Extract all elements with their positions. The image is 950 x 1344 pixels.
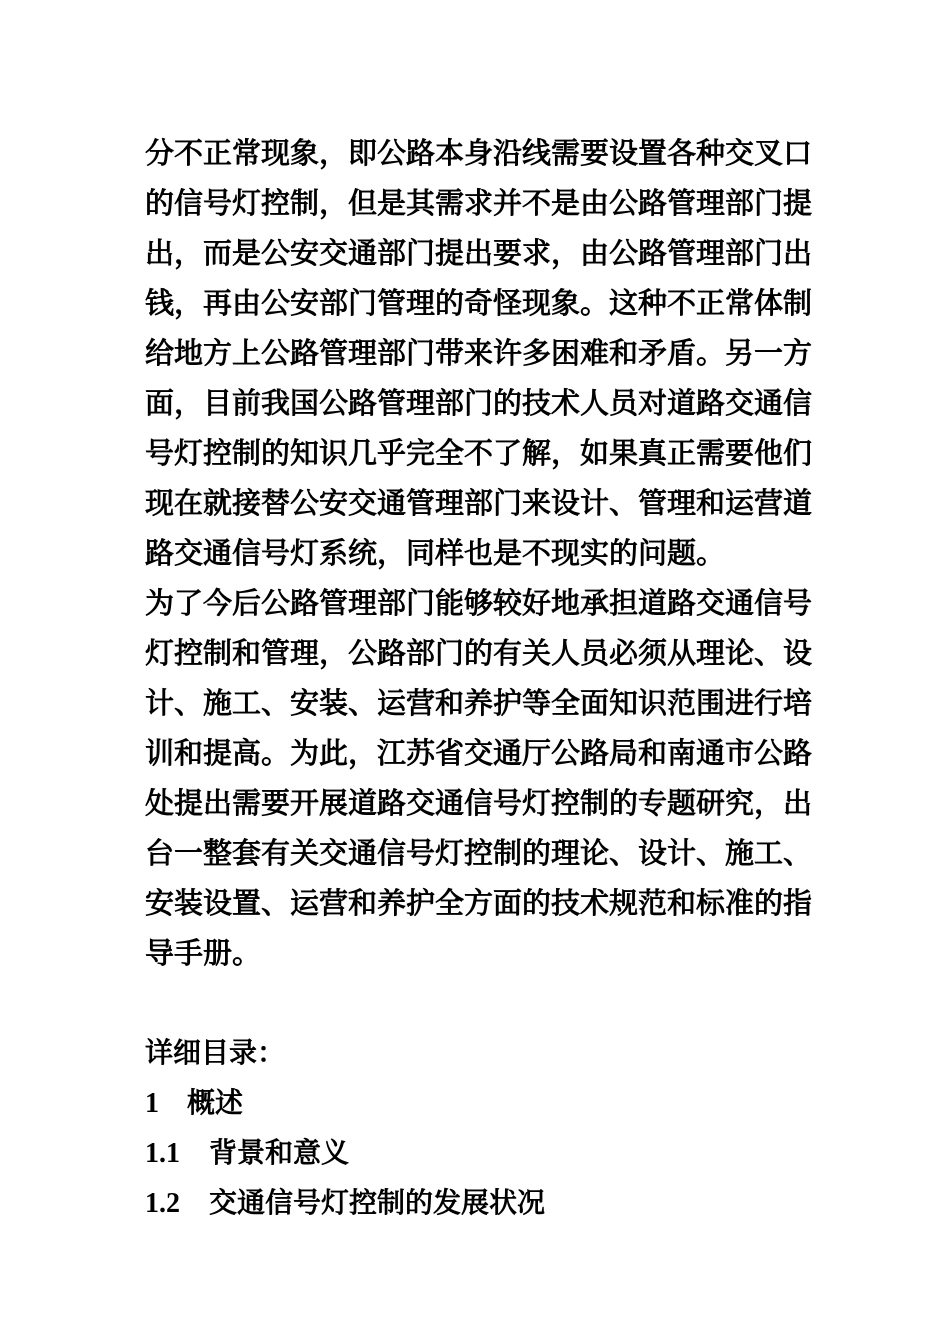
text-line: 出，而是公安交通部门提出要求，由公路管理部门出 [145,236,813,270]
toc-item-number: 1 [145,1088,159,1119]
text-line: 台一整套有关交通信号灯控制的理论、设计、施工、 [145,836,813,870]
text-line: 钱，再由公安部门管理的奇怪现象。这种不正常体制 [145,286,813,320]
text-line: 分不正常现象，即公路本身沿线需要设置各种交叉口 [145,136,813,170]
paragraph-1 [145,128,815,578]
toc-heading: 详细目录： [145,1036,286,1069]
text-line: 计、施工、安装、运营和养护等全面知识范围进行培 [145,686,813,720]
toc-item-number: 1.2 [145,1188,180,1219]
text-line: 灯控制和管理，公路部门的有关人员必须从理论、设 [145,636,813,670]
text-line: 给地方上公路管理部门带来许多困难和矛盾。另一方 [145,336,813,370]
toc-item-title: 概述 [187,1086,244,1119]
text-line: 号灯控制的知识几乎完全不了解，如果真正需要他们 [145,436,813,470]
toc-item-title: 背景和意义 [209,1136,350,1169]
text-line: 面，目前我国公路管理部门的技术人员对道路交通信 [145,386,813,420]
text-line: 的信号灯控制，但是其需求并不是由公路管理部门提 [145,186,813,220]
table-of-contents [145,1028,815,1228]
toc-item [145,1078,815,1128]
toc-item-number: 1.1 [145,1138,180,1169]
text-line: 导手册。 [145,936,262,970]
blank-line [145,978,815,1028]
text-line: 安装设置、运营和养护全方面的技术规范和标准的指 [145,886,813,920]
paragraph-2 [145,578,815,978]
text-line: 处提出需要开展道路交通信号灯控制的专题研究，出 [145,786,813,820]
text-line: 为了今后公路管理部门能够较好地承担道路交通信号 [145,586,813,620]
toc-item [145,1128,815,1178]
text-line: 现在就接替公安交通管理部门来设计、管理和运营道 [145,486,813,520]
text-line: 训和提高。为此，江苏省交通厅公路局和南通市公路 [145,736,813,770]
text-line: 路交通信号灯系统，同样也是不现实的问题。 [145,536,726,570]
document-page [145,128,815,1228]
toc-item-title: 交通信号灯控制的发展状况 [209,1186,546,1219]
toc-item [145,1178,815,1228]
